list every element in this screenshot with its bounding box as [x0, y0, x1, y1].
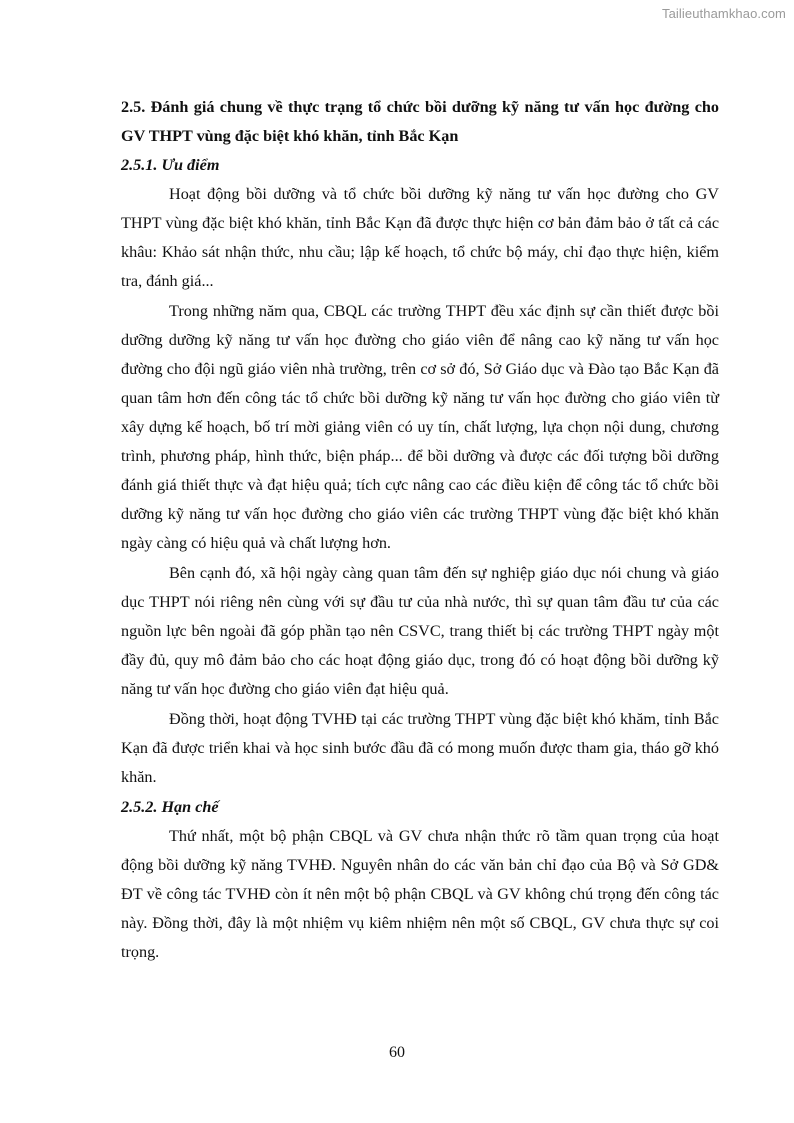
- subsection-title-strengths: 2.5.1. Ưu điểm: [121, 156, 220, 174]
- watermark-text: Tailieuthamkhao.com: [661, 6, 786, 21]
- paragraph: Bên cạnh đó, xã hội ngày càng quan tâm đến sự nghiệp giáo dục nói chung và giáo dục THPT nói riêng nên cùng với sự đầu tư của nhà nước, thì sự quan tâm đầu tư của các nguồn lực bên ngoài đã góp phần tạo nên CSVC, trang thiết bị các trường THPT ngày một đầy đủ, quy mô đảm bảo cho các hoạt động giáo dục, trong đó có hoạt động bồi dưỡng kỹ năng tư vấn học đường cho giáo viên đạt hiệu quả.: [121, 564, 719, 698]
- page-content: [121, 93, 719, 968]
- page-number: 60: [389, 1044, 405, 1061]
- paragraph: Thứ nhất, một bộ phận CBQL và GV chưa nhận thức rõ tầm quan trọng của hoạt động bồi dưỡng kỹ năng TVHĐ. Nguyên nhân do các văn bản chỉ đạo của Bộ và Sở GD& ĐT về công tác TVHĐ còn ít nên một bộ phận CBQL và GV không chú trọng đến công tác này. Đồng thời, đây là một nhiệm vụ kiêm nhiệm nên một số CBQL, GV chưa thực sự coi trọng.: [121, 827, 719, 961]
- paragraph: Hoạt động bồi dưỡng và tổ chức bồi dưỡng kỹ năng tư vấn học đường cho GV THPT vùng đặc biệt khó khăn, tỉnh Bắc Kạn đã được thực hiện cơ bản đảm bảo ở tất cả các khâu: Khảo sát nhận thức, nhu cầu; lập kế hoạch, tổ chức bộ máy, chỉ đạo thực hiện, kiểm tra, đánh giá...: [121, 185, 719, 290]
- section-heading: 2.5. Đánh giá chung về thực trạng tổ chức bồi dưỡng kỹ năng tư vấn học đường cho GV THPT vùng đặc biệt khó khăn, tỉnh Bắc Kạn: [121, 98, 719, 145]
- subsection-title-limitations: 2.5.2. Hạn chế: [121, 798, 219, 816]
- paragraph: Trong những năm qua, CBQL các trường THPT đều xác định sự cần thiết được bồi dưỡng dưỡng kỹ năng tư vấn học đường cho giáo viên để nâng cao kỹ năng tư vấn học đường cho đội ngũ giáo viên nhà trường, trên cơ sở đó, Sở Giáo dục và Đào tạo Bắc Kạn đã quan tâm hơn đến công tác tổ chức bồi dưỡng kỹ năng tư vấn học đường cho giáo viên từ xây dựng kế hoạch, bố trí mời giảng viên có uy tín, chất lượng, lựa chọn nội dung, chương trình, phương pháp, hình thức, biện pháp... để bồi dưỡng và được các đối tượng bồi dưỡng đánh giá thiết thực và đạt hiệu quả; tích cực nâng cao các điều kiện để công tác tổ chức bồi dưỡng kỹ năng tư vấn học đường cho giáo viên các trường THPT vùng đặc biệt khó khăn ngày càng có hiệu quả và chất lượng hơn.: [121, 302, 719, 552]
- paragraph: Đồng thời, hoạt động TVHĐ tại các trường THPT vùng đặc biệt khó khăm, tỉnh Bắc Kạn đã được triển khai và học sinh bước đầu đã có mong muốn được tham gia, tháo gỡ khó khăn.: [121, 710, 719, 786]
